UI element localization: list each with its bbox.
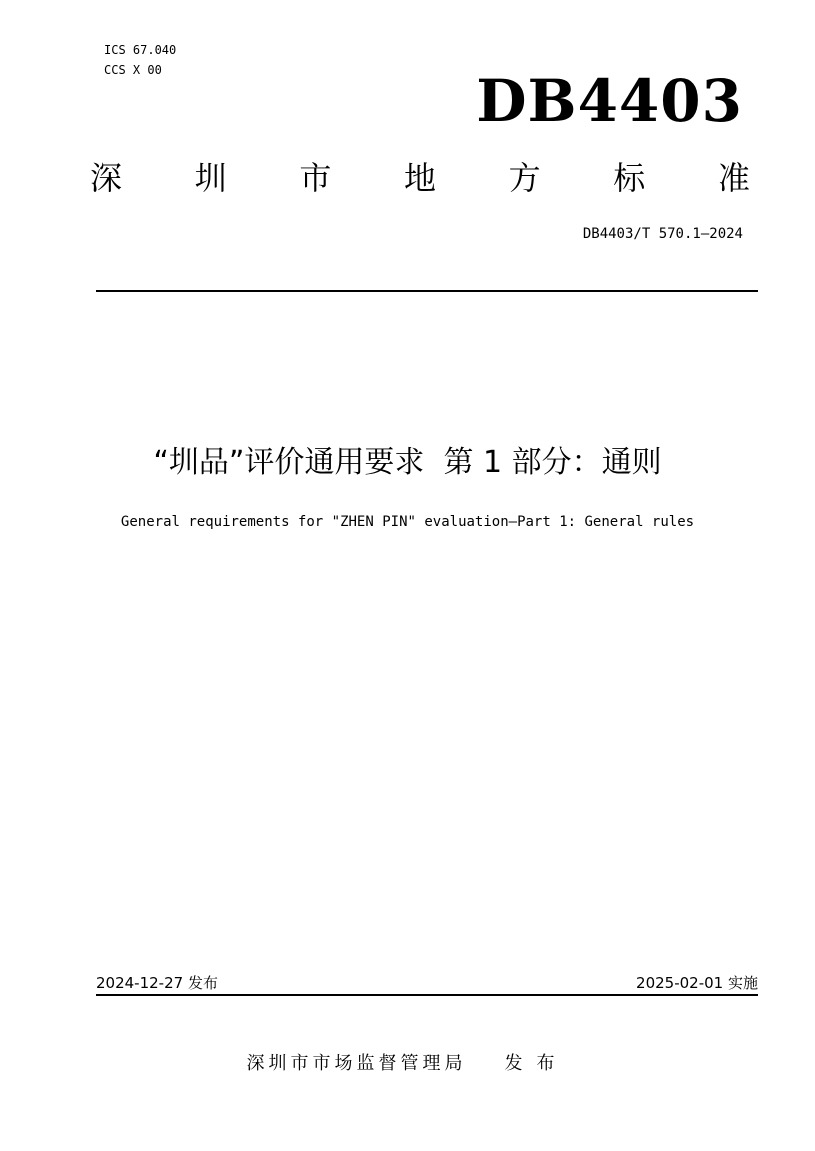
standard-type-char: 市: [299, 159, 332, 197]
title-chinese: “圳品”评价通用要求 第 1 部分：通则: [153, 445, 662, 480]
top-divider: [96, 290, 758, 292]
ics-code: ICS 67.040: [104, 43, 177, 57]
standard-type-char: 标: [613, 159, 646, 197]
issue-date: 2024-12-27 发布: [96, 974, 218, 992]
implementation-date: 2025-02-01 实施: [636, 974, 758, 992]
title-english: General requirements for "ZHEN PIN" evaluation—Part 1: General rules: [120, 514, 695, 530]
publisher-line: [0, 1050, 815, 1078]
standard-type-char: 准: [717, 159, 750, 197]
bottom-divider: [96, 994, 758, 996]
standard-type-char: 圳: [194, 159, 227, 197]
publisher-organization: 深圳市市场监督管理局: [246, 1053, 467, 1074]
standard-type-heading: [90, 152, 750, 204]
publish-action: 发布: [504, 1053, 569, 1074]
standard-brand: DB4403: [476, 67, 743, 135]
classification-codes: [104, 40, 176, 80]
standard-type-char: 深: [90, 159, 123, 197]
ccs-code: CCS X 00: [104, 63, 162, 77]
standard-number: DB4403/T 570.1—2024: [582, 226, 743, 242]
standard-type-char: 地: [403, 159, 436, 197]
standard-type-char: 方: [508, 159, 541, 197]
